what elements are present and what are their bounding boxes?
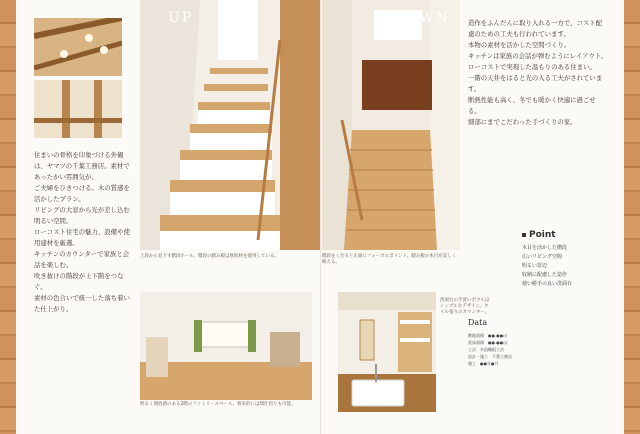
left-body-line: ご夫婦をひきつける。木の質感を活かしたプラン。 [34, 184, 130, 203]
photo-ceiling-lights [34, 18, 122, 76]
left-body-line: 住まいの骨格を印象づける外観は、ヤマツの千葉工務店。素材であったかい雰囲気が、 [34, 151, 130, 181]
point-item: 使い勝手の良い洗面台 [522, 281, 573, 287]
point-bullet-square [522, 233, 526, 237]
right-photo-caption: 階段をくだると正面にフォーカルポイント。踏み板の木目が美しく映える。 [322, 254, 457, 265]
left-body-text [34, 150, 134, 340]
point-item: 木目を活かした階段 [522, 245, 568, 251]
right-body-line: 造作をふんだんに取り入れる一方で、コスト配慮のための工夫も行われています。 [468, 19, 603, 38]
point-item: 収納に配慮した造作 [522, 272, 568, 278]
photo-stairs-up [140, 0, 320, 250]
point-item: 明るい窓辺 [522, 263, 548, 269]
right-body-line: 本物の素材を活かした空間づくり。 [468, 41, 571, 49]
right-body-line: 細部にまでこだわった手づくりの家。 [468, 118, 577, 126]
left-body-line: 吹き抜けの階段が上下階をつなぐ。 [34, 272, 124, 291]
data-row: 延床面積 ●●.●●㎡ [468, 340, 508, 345]
point-title: Point [529, 230, 556, 240]
data-row: 工法 木造軸組工法 [468, 347, 504, 352]
data-row: 竣工 ●●年●月 [468, 361, 499, 366]
right-body-text [468, 18, 608, 218]
left-body-line: 素材の色合いで統一した落ち着いた仕上がり。 [34, 294, 130, 313]
data-row: 設計・施工 千葉工務店 [468, 354, 512, 359]
left-body-line: ローコスト住宅の魅力、設備や使用建材を厳選。 [34, 228, 130, 247]
right-body-line: ローコストで実現した温もりのある住まい。 [468, 63, 596, 71]
sink-caption: 洗面台の手洗いボウルはシンプルなデザイン。タイル張りのカウンター。 [440, 298, 490, 315]
wood-edge-right [624, 0, 640, 434]
data-row: 敷地面積 ●●.●●㎡ [468, 333, 508, 338]
point-heading [522, 230, 556, 240]
left-photo-caption: 上段から見下す階段ホール。階段の踏み板は無垢材を使用している。 [140, 254, 280, 259]
magazine-spread [16, 0, 624, 434]
left-body-line: キッチンのカウンターで家族と会話を楽しむ。 [34, 250, 130, 269]
lower-left-caption: 明るく開放感のある2階のファミリースペース。将来的には間仕切りも可能。 [140, 402, 296, 407]
up-label: UP [168, 10, 194, 26]
right-body-line: 断熱性能も高く、冬でも暖かく快適に過ごせる。 [468, 96, 596, 115]
data-table [468, 332, 618, 367]
photo-family-room [140, 292, 312, 400]
point-list [522, 244, 622, 289]
point-item: 広いリビング空間 [522, 254, 562, 260]
photo-wood-wall [34, 80, 122, 138]
left-body-line: リビングの大窓から光が差し込む明るい空間。 [34, 206, 130, 225]
wood-edge-left [0, 0, 16, 434]
down-label: DOWN [392, 10, 450, 26]
right-body-line: キッチンは家族の会話が弾むようにレイアウト。 [468, 52, 608, 60]
data-heading: Data [468, 318, 488, 327]
photo-stairs-down [322, 0, 460, 250]
right-body-line: 一階の天井をはると光の入る工夫がされています。 [468, 74, 603, 93]
photo-wash-basin [338, 292, 436, 412]
